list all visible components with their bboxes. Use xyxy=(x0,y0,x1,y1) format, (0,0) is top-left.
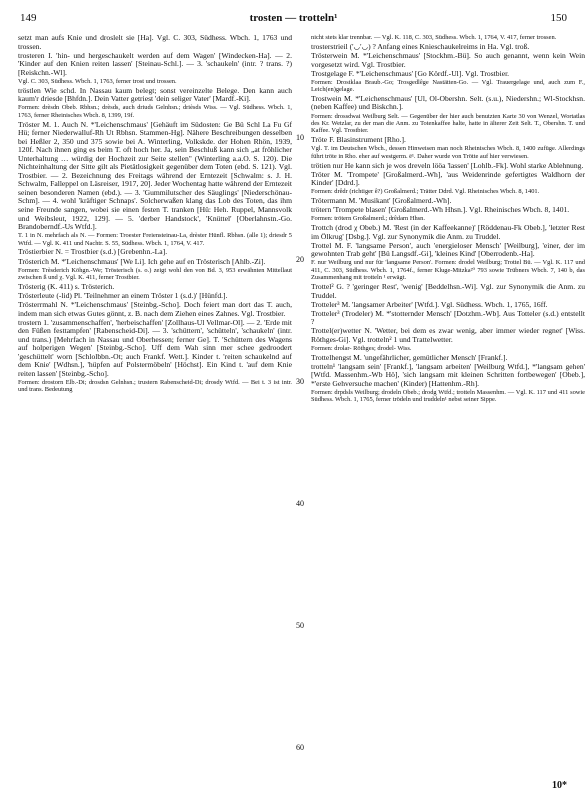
forms-note: Formen: drossdwai Weilburg Selt. — Gegenüber der hier auch benutzten Karte 30 von Wenzel, Wortatlas des Kr. Wetzlar, zu der man die Anm. zu Totenkaffee halte, hatte in älterer Zeit Selt. T., Obershn. T. und Kaffee. Vgl. Trostbier. xyxy=(311,112,585,135)
forms-note: Formen: trötern Großalmerd.; drêdarn Hhsn. xyxy=(311,215,425,223)
dictionary-entry: Tröte F. Blasinstrument [Rho.]. xyxy=(311,135,406,145)
dictionary-entry: trosterstrieil ('◡'◡) ? Anfang eines Knieschaukelreims in Ha. Vgl. troß. xyxy=(311,41,530,51)
line-number: 10 xyxy=(296,133,304,142)
dictionary-entry: trosteren I. 'hin- und hergeschaukelt werden auf dem Wagen' [Windecken-Ha]. — 2. 'Kinder auf den Knien reiten lassen' [Steinau-Schl.]. — 3. 'schaukeln' (intr. ? trans. ?) [Reiskchn.-Wl]. xyxy=(18,50,292,77)
dictionary-entry: Tröster M. 1. Auch N. *'Leichenschmaus' [Gehäuft im Südosten: Ge Bü Schl La Fu Gf Hü; ferner Niederwalluf-Rh Ut Rbhsn. Stammen-Hg]. Nähere Beschreibungen desselben bei Heßler 2, 350 und 375 sowie bei A. Winterling, Volkskde. der Hohen Rhön, 1939, 120f. Nach ihnen ging es beim T. oft hoch her. Ja, sein Beschluß kann sich „at fröhlicher Unterhaltung … würdig der Hochzeit zur Seite stellen" (Winterling a.a.O. S. 120). Die Nichteinhaltung der Sitte gilt als Pietätlosigkeit gegenüber dem Toten (ebd. S. 121). Vgl. Trostbier. — 2. Bezeichnung des Freitags während der Erntezeit [Schwalm: s. J. H. Schwalm, Falleppel on Läsreiser, 1917, 20]. Jeder Wochentag hatte während der Erntezeit seinen besonderen Namen (ebd.). — 3. 'Gummilutscher des Säuglings' [Niederschönau-Schm]. — 4. wohl 'kräftiger Schnaps'. Solcherwaßen klang das Lob des Toten, das ihm seine Freunde sangen, wobei sie einen festen T. tranken [Hü: Heh. Ruppel, Mannsvolk und Weibsleut, 1922, 129]. — 5. 'derber Handstock', 'Knüttel' [Oberlahnstn.-Go. Brandoberndf.-Us Wtfd.]. xyxy=(18,119,292,232)
forms-note: Formen: drêdr (richtiger ê?) Großalmerd.; Trätter Ddrd. Vgl. Rheinisches Wbch. 8, 1401. xyxy=(311,188,540,196)
dictionary-entry: Trottelhengst M. 'ungefährlicher, gemütlicher Mensch' [Frankf.]. xyxy=(311,352,508,362)
dictionary-entry: Trottel M. F. 'langsame Person', auch 'energieloser Mensch' [Weilburg], 'einer, der im gewohnten Trab geht' [Bü Langsdf.-Gi], 'kleines Kind' [Oberrodenb.-Ha]. xyxy=(311,240,585,259)
dictionary-entry: Trottch (drod χ Obeb.) M. 'Rest (in der Kaffeekanne)' [Röddenau-Fk Obeb.], 'letzter Rest im Ölkrug' [Dsbg.]. Vgl. zur Synonymik die Anm. zu Truddel. xyxy=(311,223,585,241)
forms-note: F. nur Weilburg und nur für 'langsame Person'. Formen: drodel Weilburg; Trottel Bü. — Vgl. K. 117 und 411, C. 303, Südhess. Wbch. 1, 1764f., ferner Kluge-Mitzka²⁰ 793 sowie Trübners Wbch. 7, 140 b, das Zusammenhang mit trotteln ¹ erwägt. xyxy=(311,259,585,282)
forms-note: T. 1 in N. mehrfach als N. — Formen: Troester Freiensteinau-La, drèster Hünfl. Rbhsn. (alle 1); driesdr 5 Wtfd. — Vgl. K. 411 und Nachtr. S. 55, Südhess. Wbch. 1, 1764, V. 417. xyxy=(18,232,292,247)
line-number: 50 xyxy=(296,621,304,630)
dictionary-entry: Trösterwein M. *'Leichenschmaus' [Stockhm.-Bü]. So auch genannt, wenn kein Wein vorgesetzt wird. Vgl. Trostbier. xyxy=(311,50,585,69)
line-number: 30 xyxy=(296,377,304,386)
dictionary-entry: trötien nur He kann sich je wos dreveln lööa 'lassen' [Lohlb.-Fk]. Wohl starke Ablehnung. xyxy=(311,160,584,170)
forms-note: Formen: drostorn Elb.-Di; drosdsn Gelnhsn.; trustern Rabenscheid-Di; drosdy Wtfd. — Bei t. 3 ist intr. und trans. Bedeutung xyxy=(18,378,292,394)
dictionary-entry: Tröter M. 'Trompete' [Großalmerd.-Wh], 'aus Weidenrinde gefertigtes Waldhorn der Kinder' [Ddrd.]. xyxy=(311,169,585,188)
dictionary-entry: tröstlen Wie schd. In Nassau kaum belegt; sonst vereinzelte Belege. Den kann auch kaum'r driesde [Bhfdn.]. Dein Vatter getriest 'dein seliger Vater' [Mardf.-Ki]. xyxy=(18,85,292,104)
running-title: trosten — trotteln¹ xyxy=(249,12,338,24)
dictionary-entry: Trottel² G. ? 'geringer Rest', 'wenig' [Beddelhsn.-Wi]. Vgl. zur Synonymik die Anm. zu Truddel. xyxy=(311,282,585,300)
dictionary-entry: Trottel(er)wetter N. 'Wetter, bei dem es zwar wenig, aber immer wieder regnet' [Wiss. Röthges-Gi]. Vgl. trotteln² 1 und Trattelwetter. xyxy=(311,326,585,344)
line-number-gutter xyxy=(292,34,308,778)
forms-note: Vgl. T. im Deutschen Wbch., dessen Hinweisen man noch Rheinisches Wbch. 8, 1400 zufüge. Allerdings führt tröte in Rho. eher auf westgerm. ē¹. Daher wurde von Trötte auf hier verwiesen. xyxy=(311,145,585,160)
forms-note: Formen: Trèsderich Köhgn.-We; Trösterisch (s. o.) zeigt wohl den von Bd. 3, 953 erwähnten Mittellaut zwischen ß und χ. Vgl. K. 411, ferner Trostbier. xyxy=(18,266,292,281)
page-header xyxy=(20,12,567,28)
dictionary-entry: Trösterich M. *'Leichenschmaus' [We Li]. Ich gehe auf en Trösterisch [Ahlb.-Zi]. xyxy=(18,256,266,266)
dictionary-entry: trostern 1. 'zusammenschaffen', 'herbeischaffen' [Zollhaus-Ul Vellmar-Ol]. — 2. 'Erde mit den Füßen festtampfen' [Rabenscheid-Di]. — 3. 'schüttern', 'schütteln', 'schaukeln' (intr. und trans.) [Mehrfach in Nassau und Oberhessen; ferner Ge]. T. 'Schüttern des Wagens auf holperigen Wegen' [Steinbg.-Scho]. Uff dem Wah sinn mer schee gedroodert 'geschüttelt' worn [Schlolbbn.-Ot; auch Frankf. Wett.]. Kinder t. 'reiten schaukelnd auf dem Knie' [Wdhsn.], 'hüpfen auf Polstermöbeln' [Höchst]. Ein Kind t. 'auf dem Knie reiten lassen' [Steinbg.-Scho]. xyxy=(18,317,292,378)
dictionary-entry: Trostgelage F. *'Leichenschmaus' [Go Kördf.-Ul]. Vgl. Trostbier. xyxy=(311,68,510,78)
dictionary-entry: Trotteler³ M. 'langsamer Arbeiter' [Wtfd.]. Vgl. Südhess. Wbch. 1, 1765, 16ff. xyxy=(311,299,548,309)
signature-mark: 10* xyxy=(552,780,567,791)
dictionary-entry: Trösterrmahl N. *'Leichenschmaus' [Steinbg.-Scho]. Doch feiert man dort das T. auch, indem man sich etwas Gutes gönnt, z. B. nach dem Ziehen eines Zahnes. Vgl. Trostbier. xyxy=(18,299,292,318)
dictionary-entry: Trösterleute (-lid) Pl. 'Teilnehmer an einem Tröster 1 (s.d.)' [Hünfd.]. xyxy=(18,290,228,300)
forms-note: Formen: drèsdn Obeb. Rbhsn.; drèsds, auch driuds Gelnhsn.; drièsds Wiss. — Vgl. Südhess. Wbch. 1, 1763, ferner Rheinisches Wbch. 8, 1399, 19f. xyxy=(18,104,292,119)
dictionary-entry: trötern 'Trompete blasen' [Großalmerd.-Wh Hhsn.]. Vgl. Rheinisches Wbch. 8, 1401. xyxy=(311,205,570,215)
left-column xyxy=(18,34,292,778)
dictionary-entry: Tröstierbier N. = Trostbier (s.d.) [Grebenhn.-La]. xyxy=(18,247,168,257)
line-number: 60 xyxy=(296,743,304,752)
line-number: 40 xyxy=(296,499,304,508)
page-number-right: 150 xyxy=(550,12,567,24)
dictionary-entry: Trostwein M. *'Leichenschmaus' [Ul, Ol-Obershn. Selt. (s.u.), Niedershn.; Wl-Stockhsn. (neben Kaffee) und Biskchn.]. xyxy=(311,93,585,112)
page-number-left: 149 xyxy=(20,12,37,24)
dictionary-entry: setzt man aufs Knie und droslelt sie [Ha]. Vgl. C. 303, Südhess. Wbch. 1, 1763 und trossen. xyxy=(18,34,292,51)
forms-note: nicht stets klar trennbar. — Vgl. K. 118, C. 303, Südhess. Wbch. 1, 1764, V. 417, ferner trossen. xyxy=(311,34,557,41)
forms-note: Formen: drpdsls Weilburg; drodeln Obeb.; drodg Wtfd.; trotteln Massenhm. — Vgl. K. 117 und 411 sowie Südhess. Wbch. 1, 1765, ferner trödeln und truddeln¹ nebst seiner Sippe. xyxy=(311,388,585,404)
forms-note: Vgl. C. 303, Südhess. Wbch. 1, 1763, ferner trost und trossen. xyxy=(18,77,177,85)
forms-note: Formen: drolar- Röthges; drodel- Wiss. xyxy=(311,344,412,352)
dictionary-entry: Trösterig (K. 411) s. Trösterich. xyxy=(18,281,115,291)
dictionary-entry: Trotteler³ (Trodeler) M. *'stotternder Mensch' [Dotzhm.-Wb]. Aus Totteler (s.d.) entstellt ? xyxy=(311,308,585,327)
line-number: 20 xyxy=(296,255,304,264)
dictionary-entry: Trötermann M. 'Musikant' [Großalmerd.-Wh]. xyxy=(311,196,452,206)
right-column xyxy=(311,34,585,778)
forms-note: Formen: Drostklaa Braub.-Go; Trosgedlêge Nastätten-Go. — Vgl. Trauergelage und, auch zum F., Leich(en)gelage. xyxy=(311,78,585,93)
dictionary-entry: trotteln¹ 'langsam sein' [Frankf.], 'langsam arbeiten' [Weilburg Wtfd.], *'langsam gehen' [Wtfd. Massenhm.-Wb Hö], 'sich langsam mit kleinen Schritten fortbewegen' [Obeb.], *'erste Gehversuche machen' (Kinder) [Hattenhm.-Rh]. xyxy=(311,361,585,388)
